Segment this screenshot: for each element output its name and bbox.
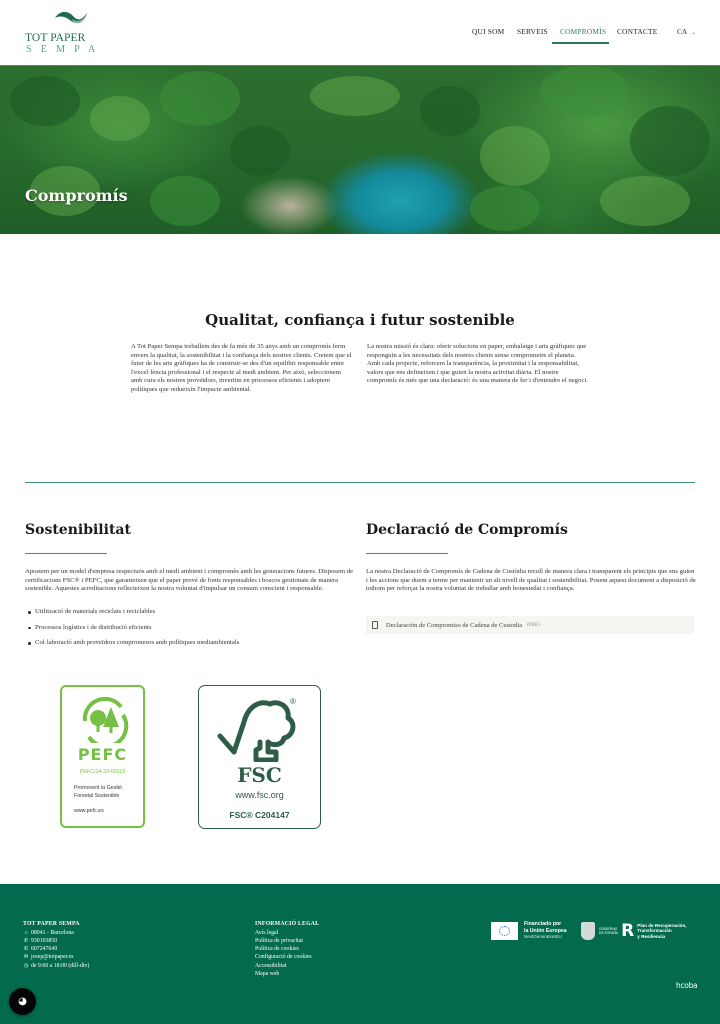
logo-line1: TOT PAPER <box>25 32 86 44</box>
logo-wave-icon <box>54 10 88 26</box>
footer-contact <box>23 920 89 970</box>
heading-underline <box>366 553 448 554</box>
eu-line1: Financiado por <box>524 921 562 927</box>
nav-qui-som[interactable]: QUI SOM <box>472 27 505 36</box>
footer-phone-1[interactable]: 930103850 <box>31 937 58 944</box>
eu-line2: la Unión Europea <box>524 927 567 934</box>
document-label: Declaración de Compromiso de Cadena de Custodia <box>386 621 523 629</box>
list-item: Utilització de materials reciclats i reciclables <box>28 608 239 624</box>
eu-funding-logo <box>491 921 567 941</box>
spain-coat-of-arms-icon <box>581 922 595 940</box>
fsc-name: FSC <box>237 763 282 787</box>
cookie-settings-button[interactable] <box>9 988 36 1015</box>
footer-hours: de 9:00 a 18:00 (dill-div) <box>31 962 90 969</box>
sustainability-text: Apostem per un model d'empresa respectuós amb el medi ambient i compromès amb les generacions futures. Disposem de certificacions FSC® i PEFC, que garanteixen que el paper prové de fonts responsables i boscos gestionats de manera sostenible. Aquestes acreditacions reflecteixen la nostra voluntat d'impulsar un consum conscient i responsable. <box>25 568 354 593</box>
pefc-code: PEFC/14-33-00119 <box>79 769 126 775</box>
recovery-r-icon: R <box>621 921 635 941</box>
nav-serveis[interactable]: SERVEIS <box>517 27 548 36</box>
footer-link-accessibility[interactable]: Accessibilitat <box>255 962 287 969</box>
page-title: Compromís <box>25 186 128 205</box>
hero-banner <box>0 66 720 234</box>
fsc-website: www.fsc.org <box>235 790 284 800</box>
eu-flag-icon <box>491 922 518 940</box>
footer-phone-2[interactable]: 607247649 <box>31 946 58 953</box>
document-icon <box>372 621 378 629</box>
footer-email[interactable]: josep@totpaper.es <box>31 954 74 961</box>
list-item: Col·laboració amb proveïdors compromesos amb polítiques mediambientals <box>28 639 239 655</box>
fsc-certificate-logo <box>198 685 321 829</box>
site-header <box>0 0 720 66</box>
nav-compromis[interactable]: COMPROMÍS <box>560 27 607 36</box>
plan-line2: Transformación <box>637 928 672 934</box>
pefc-tagline-line1: Promovent la Gestió <box>74 785 122 791</box>
phone-icon: ✆ <box>23 937 29 944</box>
sustainability-heading: Sostenibilitat <box>25 522 131 538</box>
footer-link-sitemap[interactable]: Mapa web <box>255 970 280 977</box>
pefc-name: PEFC <box>77 745 128 764</box>
gov-line2: DE ESPAÑA <box>599 931 619 935</box>
nav-active-indicator <box>552 42 609 44</box>
phone-icon: ✆ <box>23 946 29 953</box>
mail-icon: ✉ <box>23 954 29 961</box>
cookie-icon: ◕ <box>18 995 27 1007</box>
intro-text-left: A Tot Paper Sempa treballem des de fa més de 35 anys amb un compromís ferm envers la qualitat, la sostenibilitat i la confiança dels nostres clients. Creiem que el futur de les arts gràfiques ha de construir-se des d'un equilibri responsable entre l'excel·lència professional i el respecte al medi ambient. Per això, seleccionem amb cura els nostres proveïdors, invertim en processos eficients i adoptem polítiques que redueixin l'impacte ambiental. <box>131 343 352 393</box>
heading-underline <box>25 553 107 554</box>
declaration-heading: Declaració de Compromís <box>366 522 568 538</box>
footer-link-cookie-settings[interactable]: Configuració de cookies <box>255 954 312 961</box>
footer-link-cookies[interactable]: Política de cookies <box>255 946 299 953</box>
intro-heading: Qualitat, confiança i futur sostenible <box>205 311 515 329</box>
footer-legal-title: INFORMACIÓ LEGAL <box>255 921 320 927</box>
pefc-tagline-line2: Forestal Sostenible <box>74 793 120 799</box>
home-icon: ⌂ <box>24 929 28 936</box>
language-label: CA <box>677 27 688 36</box>
chevron-down-icon: ⌄ <box>691 30 697 36</box>
site-footer <box>0 884 720 1024</box>
pefc-trees-icon <box>79 697 129 743</box>
logo[interactable] <box>24 10 105 55</box>
logo-line2: SEMPA <box>26 44 105 55</box>
section-divider <box>25 482 695 483</box>
footer-company-title: TOT PAPER SEMPA <box>23 921 80 927</box>
footer-address: 08041 - Barcelona <box>31 929 74 936</box>
eu-line3: NextGenerationEU <box>524 934 562 939</box>
list-item: Processos logístics i de distribució eficients <box>28 624 239 640</box>
fsc-checkmark-tree-icon <box>216 694 302 762</box>
intro-text-right: La nostra missió és clara: oferir solucions en paper, embalatge i arts gràfiques que responguin a les necessitats dels nostres clients sense comprometre el planeta. Amb cada projecte, reforcem la transparència, la proximitat i la responsabilitat, valors que ens defineixen i que guien la nostra activitat diària. El nostre compromís és més que una declaració: és una manera de fer i d'entendre el negoci. <box>367 343 588 385</box>
clock-icon: ◷ <box>23 962 29 969</box>
developer-credit-link[interactable]: hcoba <box>676 981 698 990</box>
nav-contacte[interactable]: CONTACTE <box>617 27 658 36</box>
fsc-code: FSC® C204147 <box>229 810 290 820</box>
plan-line3: y Resiliencia <box>637 933 666 939</box>
declaration-pdf-link[interactable] <box>366 616 694 634</box>
plan-line1: Plan de Recuperación, <box>637 922 687 928</box>
footer-link-privacy[interactable]: Política de privacitat <box>255 937 303 944</box>
footer-link-avis-legal[interactable]: Avís legal <box>255 929 279 936</box>
document-type: (PDF) <box>527 622 540 628</box>
language-selector[interactable] <box>677 27 696 36</box>
gov-line1: GOBIERNO <box>599 926 618 931</box>
pefc-website: www.pefc.es <box>74 808 104 814</box>
registered-mark: ® <box>290 697 296 706</box>
declaration-text: La nostra Declaració de Compromís de Cadena de Custòdia recull de manera clara i transparent els principis que ens guien i les accions que duem a terme per mantenir un alt nivell de qualitat i sostenibilitat. Posem aquest document a disposició de tothom per reforçar la nostra voluntat de treballar amb honestedat i confiança. <box>366 568 696 593</box>
sustainability-list <box>28 608 239 655</box>
recovery-plan-logo <box>581 921 687 941</box>
pefc-tagline <box>74 784 122 800</box>
footer-legal <box>255 920 319 978</box>
pefc-certificate-logo <box>60 685 145 828</box>
